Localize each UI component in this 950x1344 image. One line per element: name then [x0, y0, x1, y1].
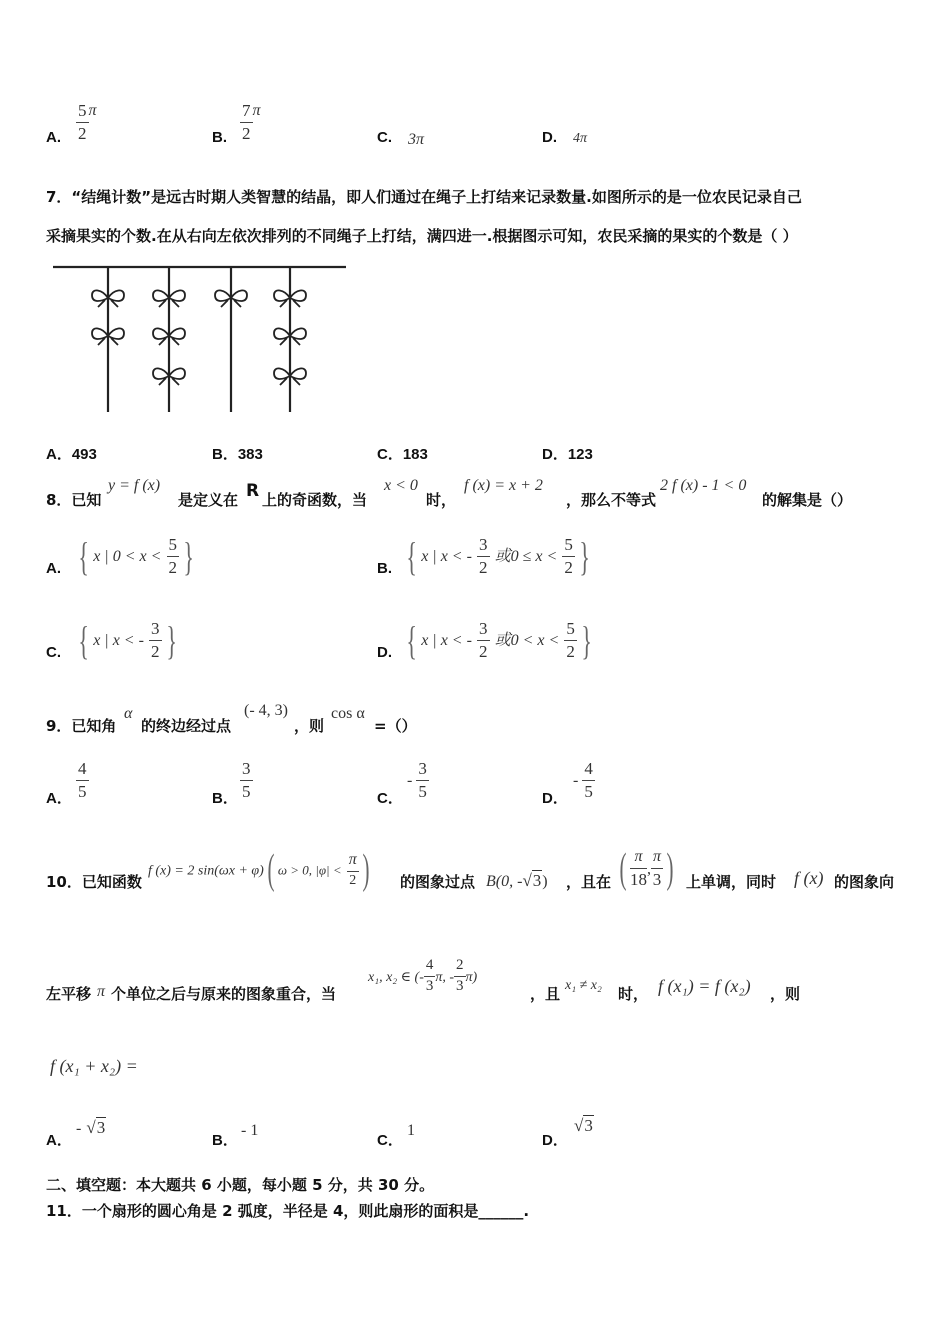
frac-den: 2	[564, 558, 573, 577]
set-text: x | x < -	[421, 548, 472, 565]
q9-option-c-label: C．	[377, 790, 403, 807]
frac-num: 4	[584, 759, 593, 778]
q8-option-a-label: A.	[46, 560, 61, 577]
q8-R: R	[246, 481, 260, 501]
knot-rope-figure	[50, 260, 350, 418]
q7-text-line2: 采摘果实的个数.在从右向左依次排列的不同绳子上打结，满四进一.根据图示可知，农民采摘的果实的个数是（ ）	[46, 227, 798, 245]
func-expr: f (x) = 2 sin(ωx + φ)	[148, 863, 264, 879]
q10-fx: f (x)	[794, 868, 824, 888]
point-close: )	[542, 873, 548, 890]
q9-point: (- 4, 3)	[244, 702, 288, 719]
set-text: x | x < -	[93, 632, 144, 649]
q6-option-a-label: A.	[46, 129, 61, 146]
q10-option-b-label: B．	[212, 1132, 238, 1149]
frac-num: 5	[566, 619, 575, 639]
q10-line2-a: 左平移	[46, 985, 92, 1003]
q7-option-d-value: 123	[567, 446, 593, 463]
frac-num: 2	[456, 957, 464, 973]
q9-option-b-label: B．	[212, 790, 238, 807]
frac-den: 2	[78, 123, 87, 143]
q7-option-b	[212, 443, 263, 464]
q8-option-d-value: { x | x < - $\frac{3}{2}$ 或0 < x < $\frac{5}{2}$ }	[406, 618, 592, 663]
q7-option-c-label: C．	[377, 446, 403, 463]
q9-alpha: α	[124, 705, 133, 722]
q9-prefix: 9．已知角	[46, 717, 117, 735]
set-text: x | 0 < x <	[93, 548, 162, 565]
frac-num: 3	[479, 619, 488, 639]
sign: -	[573, 771, 579, 789]
frac-num: 3	[418, 759, 427, 778]
q10-line2-b: 个单位之后与原来的图象重合，当	[111, 985, 337, 1003]
frac-den: 5	[418, 781, 427, 801]
q6-option-c-value: 3π	[408, 131, 425, 148]
q7-option-d	[542, 443, 593, 464]
q8-option-a-value: { x | 0 < x < $\frac{5}{2}$ }	[78, 534, 194, 579]
pi-symbol: π	[252, 102, 261, 119]
frac-den: 3	[425, 977, 434, 994]
q6-option-c-label: C.	[377, 129, 392, 146]
q8-math-cond: x < 0	[384, 477, 418, 494]
q8-text-1: 是定义在	[178, 491, 239, 509]
q8-math-yfx: y = f (x)	[108, 477, 161, 494]
q8-text-4: ，那么不等式	[566, 491, 657, 509]
q9-option-b-value	[240, 760, 253, 801]
set-text: x | x < -	[421, 632, 472, 649]
frac-den: 3	[652, 869, 662, 889]
q6-option-b-value	[240, 102, 261, 143]
q10-text-3: 上单调，同时	[686, 873, 777, 891]
q10-option-a-label: A．	[46, 1132, 72, 1149]
q7-option-d-label: D．	[542, 446, 568, 463]
q6-option-a-value	[76, 102, 97, 143]
q10-text-7: ，则	[770, 985, 801, 1003]
q10-option-b-value: - 1	[241, 1122, 259, 1139]
frac-num: π	[653, 848, 662, 866]
q10-domain	[368, 958, 477, 995]
q10-ask: f (x₁ + x₂) =	[50, 1056, 138, 1076]
func-condition: ω > 0, |φ| <	[277, 862, 342, 878]
q7-option-a-value: 493	[71, 446, 97, 463]
pi-symbol: π	[88, 102, 97, 119]
q6-option-d-value: 4π	[573, 131, 588, 146]
frac-num: 5	[78, 101, 87, 120]
frac-den: 2	[349, 872, 357, 888]
q9-cos: cos α	[331, 705, 365, 722]
q8-math-ineq: 2 f (x) - 1 < 0	[660, 477, 747, 494]
q8-option-b-value: { x | x < - $\frac{3}{2}$ 或0 ≤ x < $\frac{5}{2}$ }	[406, 534, 590, 579]
radicand: 3	[96, 1118, 106, 1137]
q10-option-c-label: C．	[377, 1132, 403, 1149]
frac-den: 18	[630, 869, 647, 889]
q9-text-2: ，则	[294, 717, 325, 735]
q7-option-a	[46, 443, 97, 464]
q9-option-c-value	[407, 760, 429, 801]
q10-interval: ( $\frac{\pi}{18}$ , $\frac{\pi}{3}$ )	[619, 846, 674, 892]
q8-option-c-label: C.	[46, 644, 61, 661]
frac-num: 4	[425, 957, 434, 973]
q9-text-3: =（）	[374, 717, 417, 735]
frac-num: 5	[564, 535, 573, 555]
q10-option-a-value: - √3	[76, 1118, 106, 1137]
q10-prefix: 10．已知函数	[46, 873, 142, 891]
q7-text-line1: 7．“结绳计数”是远古时期人类智慧的结晶，即人们通过在绳子上打结来记录数量.如图所示的是一位农民记录自己	[46, 188, 802, 206]
q10-neq: x₁ ≠ x₂	[565, 978, 602, 993]
q9-option-a-label: A．	[46, 790, 72, 807]
q7-option-c-value: 183	[402, 446, 428, 463]
frac-num: 3	[242, 759, 251, 778]
frac-den: 5	[78, 781, 87, 801]
radicand: 3	[584, 1116, 593, 1135]
q10-text-4: 的图象向	[834, 873, 895, 891]
frac-den: 2	[242, 123, 251, 143]
q10-option-d-value: √3	[574, 1116, 593, 1135]
q10-option-d-label: D．	[542, 1132, 568, 1149]
q7-option-c	[377, 443, 428, 464]
frac-den: 2	[566, 642, 575, 661]
frac-den: 3	[456, 977, 464, 994]
frac-den: 2	[168, 558, 177, 577]
q10-text-2: ，且在	[566, 873, 612, 891]
frac-den: 2	[479, 558, 488, 577]
q9-option-d-label: D．	[542, 790, 568, 807]
q7-option-b-label: B．	[212, 446, 238, 463]
q7-option-b-value: 383	[237, 446, 263, 463]
frac-den: 5	[584, 781, 593, 801]
q8-text-2: 上的奇函数，当	[262, 491, 368, 509]
q7-option-a-label: A．	[46, 446, 72, 463]
q9-option-d-value	[573, 760, 595, 801]
domain-post: π)	[465, 969, 478, 985]
q10-function: f (x) = 2 sin(ωx + φ)( ω > 0, |φ| < $\frac{\pi}{2}$ )	[148, 847, 370, 893]
q11-text: 11．一个扇形的圆心角是 2 弧度，半径是 4，则此扇形的面积是______.	[46, 1202, 530, 1220]
q10-pi: π	[97, 983, 106, 1000]
q10-text-1: 的图象过点	[400, 873, 476, 891]
sign: -	[76, 1120, 82, 1137]
q10-option-c-value: 1	[407, 1122, 415, 1139]
q8-math-fx: f (x) = x + 2	[464, 477, 543, 494]
frac-den: 2	[479, 642, 488, 661]
section-heading: 二、填空题：本大题共 6 小题，每小题 5 分，共 30 分。	[46, 1176, 435, 1194]
frac-num: 3	[151, 619, 160, 639]
set-text-mid: 或0 ≤ x <	[494, 548, 558, 565]
q9-text-1: 的终边经过点	[141, 717, 232, 735]
q8-option-c-value: { x | x < - $\frac{3}{2}$ }	[78, 618, 177, 663]
q9-option-a-value	[76, 760, 89, 801]
q6-option-b-label: B.	[212, 129, 227, 146]
q10-point: B(0, -√3)	[486, 871, 548, 890]
frac-num: π	[348, 850, 357, 868]
domain-prefix: x₁, x₂ ∈ (-	[368, 969, 424, 985]
frac-num: π	[634, 848, 643, 866]
set-text-mid: 或0 < x <	[494, 632, 560, 649]
frac-den: 5	[242, 781, 251, 801]
q8-prefix: 8．已知	[46, 491, 102, 509]
q10-eq: f (x₁) = f (x₂)	[658, 976, 751, 996]
q6-option-d-label: D.	[542, 129, 557, 146]
frac-num: 5	[168, 535, 177, 555]
domain-mid: π, -	[435, 969, 455, 985]
frac-num: 4	[78, 759, 87, 778]
frac-num: 7	[242, 101, 251, 120]
frac-den: 2	[151, 642, 160, 661]
q8-text-5: 的解集是（）	[762, 491, 853, 509]
radicand: 3	[532, 871, 542, 890]
q10-text-5: ，且	[530, 985, 561, 1003]
q8-option-b-label: B.	[377, 560, 392, 577]
q10-text-6: 时，	[618, 985, 649, 1003]
q8-option-d-label: D.	[377, 644, 392, 661]
frac-num: 3	[479, 535, 488, 555]
q8-text-3: 时，	[426, 491, 457, 509]
point-prefix: B(0, -	[486, 873, 523, 890]
sign: -	[407, 771, 413, 789]
